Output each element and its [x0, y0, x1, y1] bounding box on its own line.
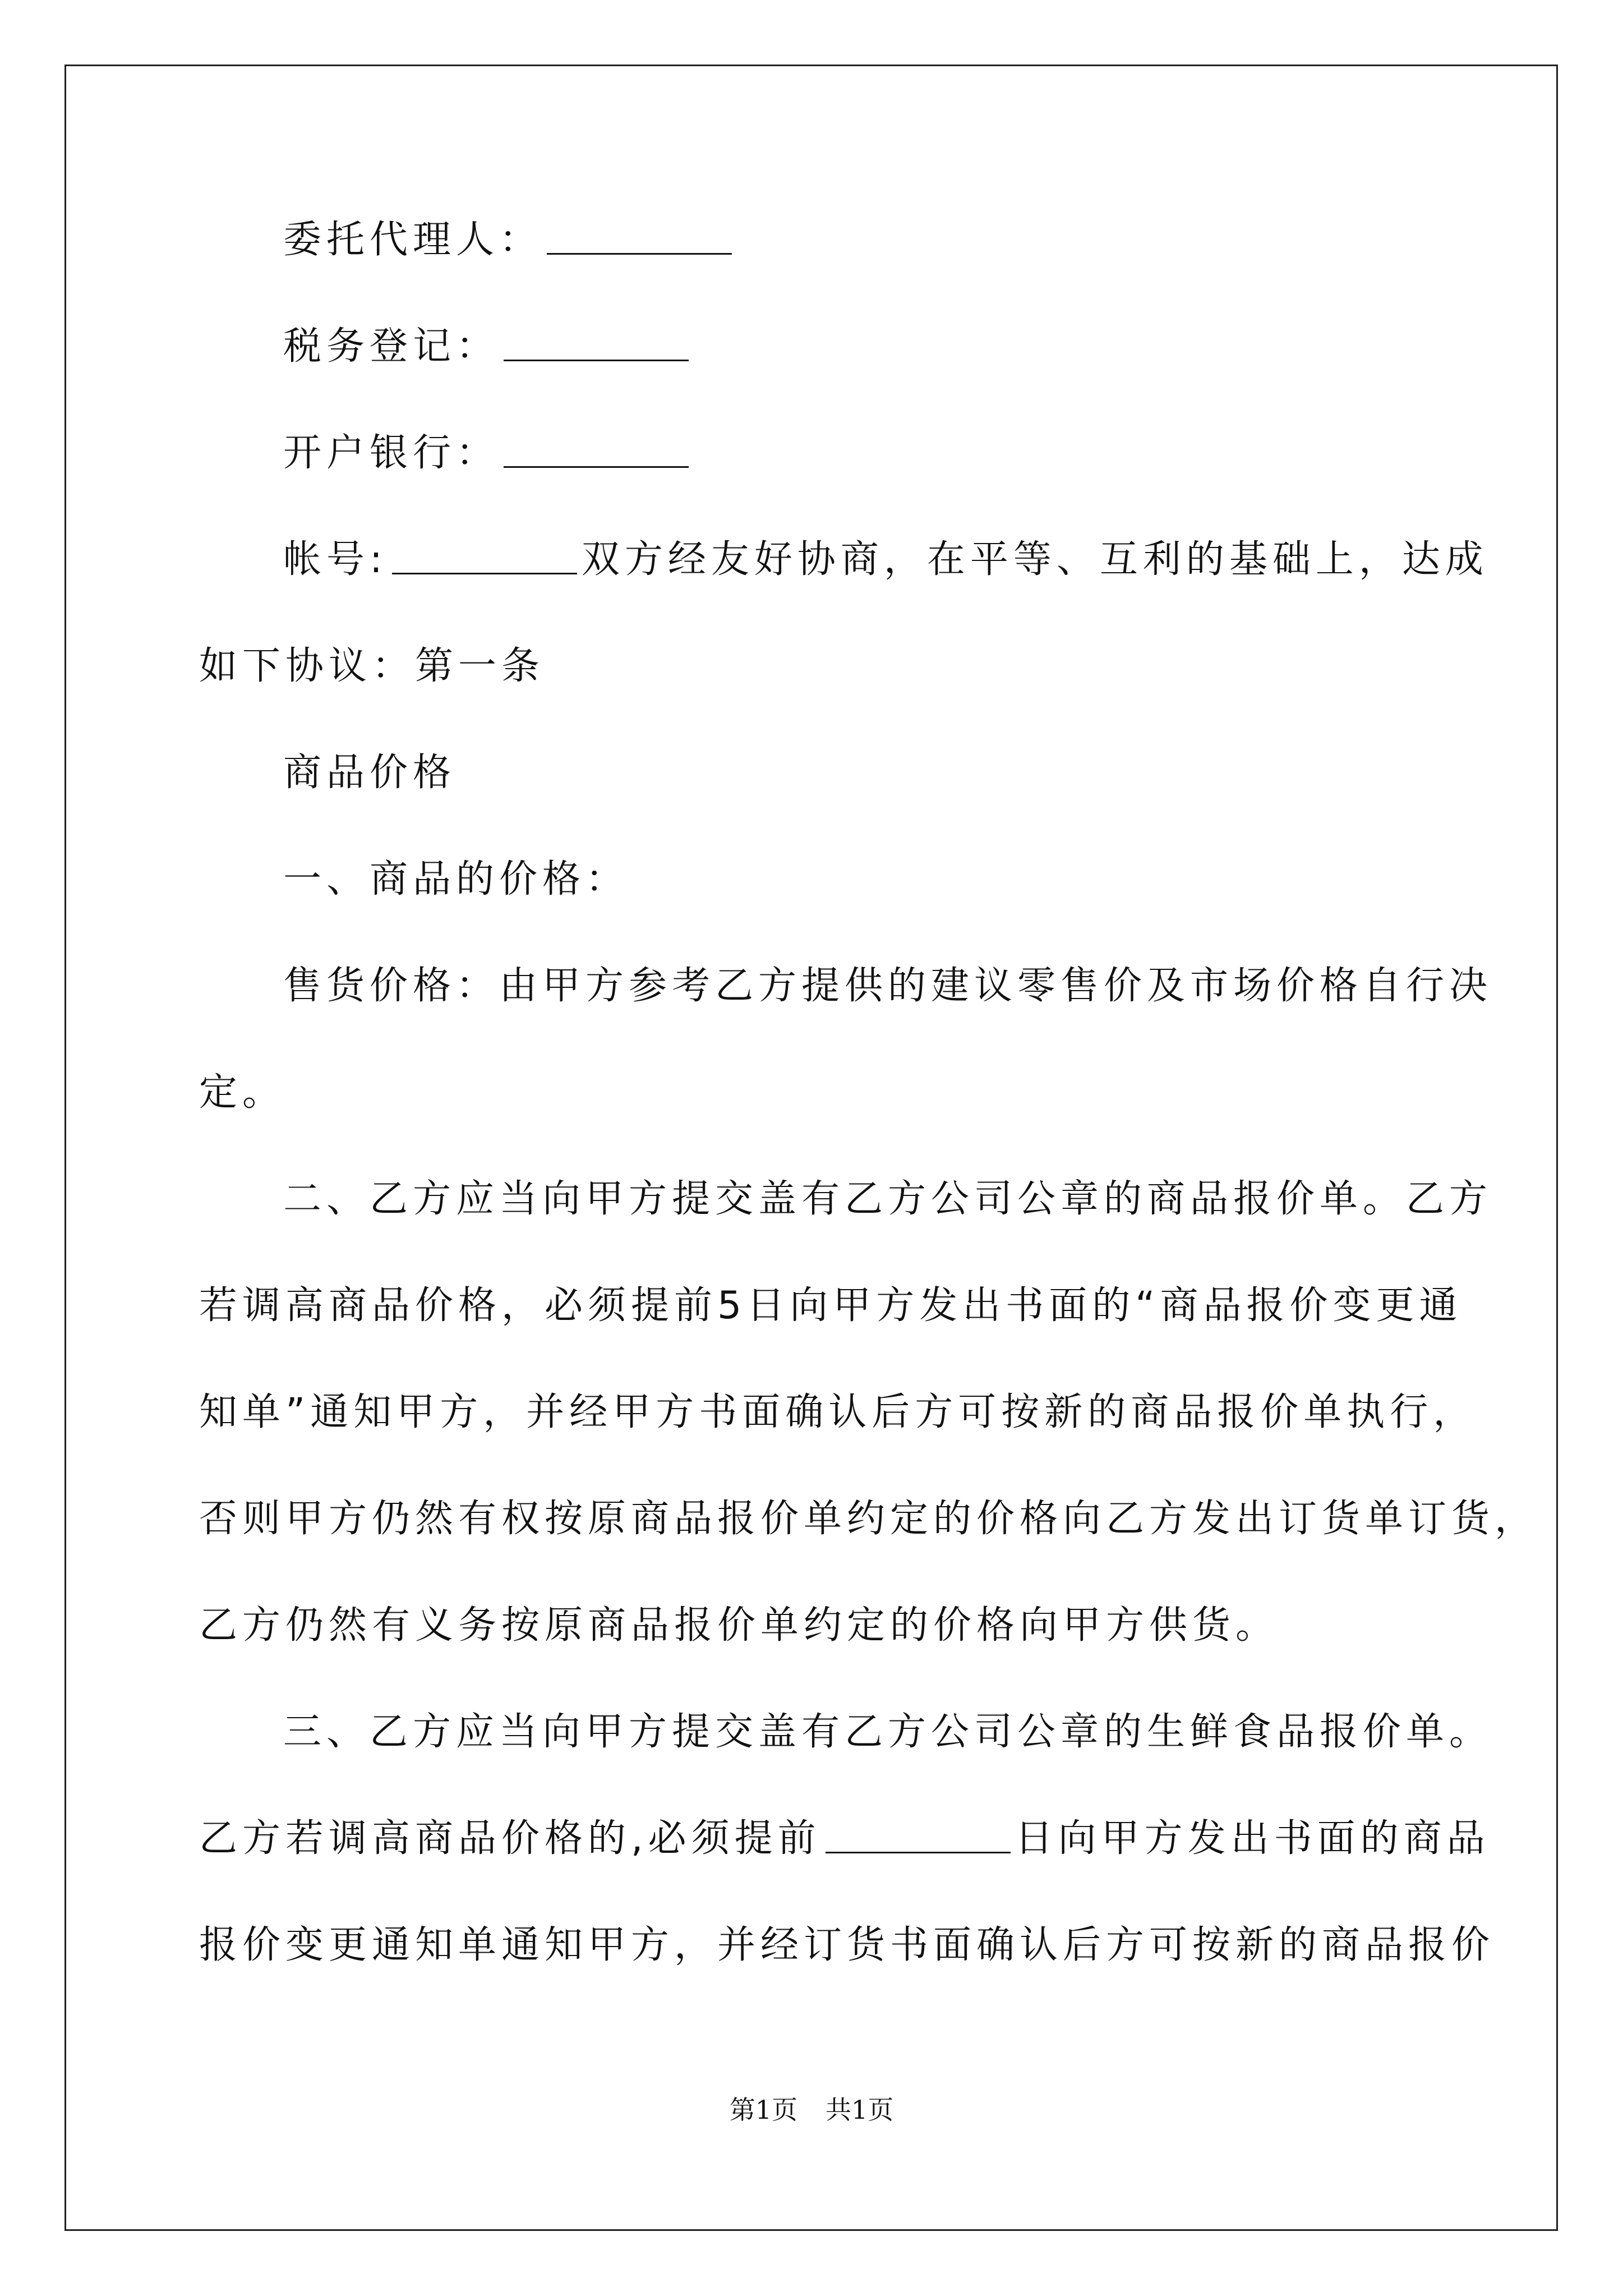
clause-2-line-2: 若调高商品价格，必须提前5日向甲方发出书面的“商品报价变更通	[199, 1283, 1463, 1328]
agent-blank	[547, 219, 732, 255]
clause-3-suffix: 日向甲方发出书面的商品	[1015, 1816, 1490, 1861]
clause-3-blank	[826, 1818, 1011, 1853]
clause-2-line-3: 知单”通知甲方，并经甲方书面确认后方可按新的商品报价单执行，	[199, 1390, 1477, 1434]
clause-3-line-1: 三、乙方应当向甲方提交盖有乙方公司公章的生鲜食品报价单。	[283, 1710, 1493, 1754]
bank-label: 开户银行：	[283, 431, 500, 475]
agent-label: 委托代理人：	[283, 218, 543, 262]
page-total: 共1页	[826, 2095, 894, 2125]
account-line	[199, 533, 1488, 586]
account-label: 帐号:	[283, 537, 388, 582]
clause-3-prefix: 乙方若调高商品价格的,必须提前	[199, 1816, 821, 1861]
document-body	[199, 213, 1538, 1972]
clause-1-text-line-1: 售货价格：由甲方参考乙方提供的建议零售价及市场价格自行决	[283, 964, 1493, 1008]
page-number: 第1页	[729, 2095, 797, 2125]
tax-label: 税务登记：	[283, 324, 500, 369]
agreement-intro-line: 如下协议：第一条	[199, 644, 545, 688]
tax-line	[199, 320, 1450, 373]
clause-2-line-1: 二、乙方应当向甲方提交盖有乙方公司公章的商品报价单。乙方	[283, 1177, 1493, 1221]
tax-blank	[504, 326, 689, 361]
clause-3-line-3: 报价变更通知单通知甲方，并经订货书面确认后方可按新的商品报价	[199, 1923, 1495, 1967]
page-footer	[0, 2090, 1623, 2127]
clause-1-text-line-2: 定。	[199, 1070, 286, 1115]
section-title: 商品价格	[283, 751, 457, 795]
bank-blank	[504, 432, 689, 468]
account-continuation: 双方经友好协商，在平等、互利的基础上，达成	[581, 537, 1488, 582]
clause-1-heading: 一、商品的价格：	[283, 857, 629, 901]
account-blank	[392, 539, 577, 574]
clause-3-line-2	[199, 1812, 1490, 1865]
agent-line	[199, 213, 1450, 266]
clause-2-line-4: 否则甲方仍然有权按原商品报价单约定的价格向乙方发出订货单订货，	[199, 1497, 1538, 1541]
bank-line	[199, 426, 1450, 480]
clause-2-line-5: 乙方仍然有义务按原商品报价单约定的价格向甲方供货。	[199, 1603, 1279, 1648]
